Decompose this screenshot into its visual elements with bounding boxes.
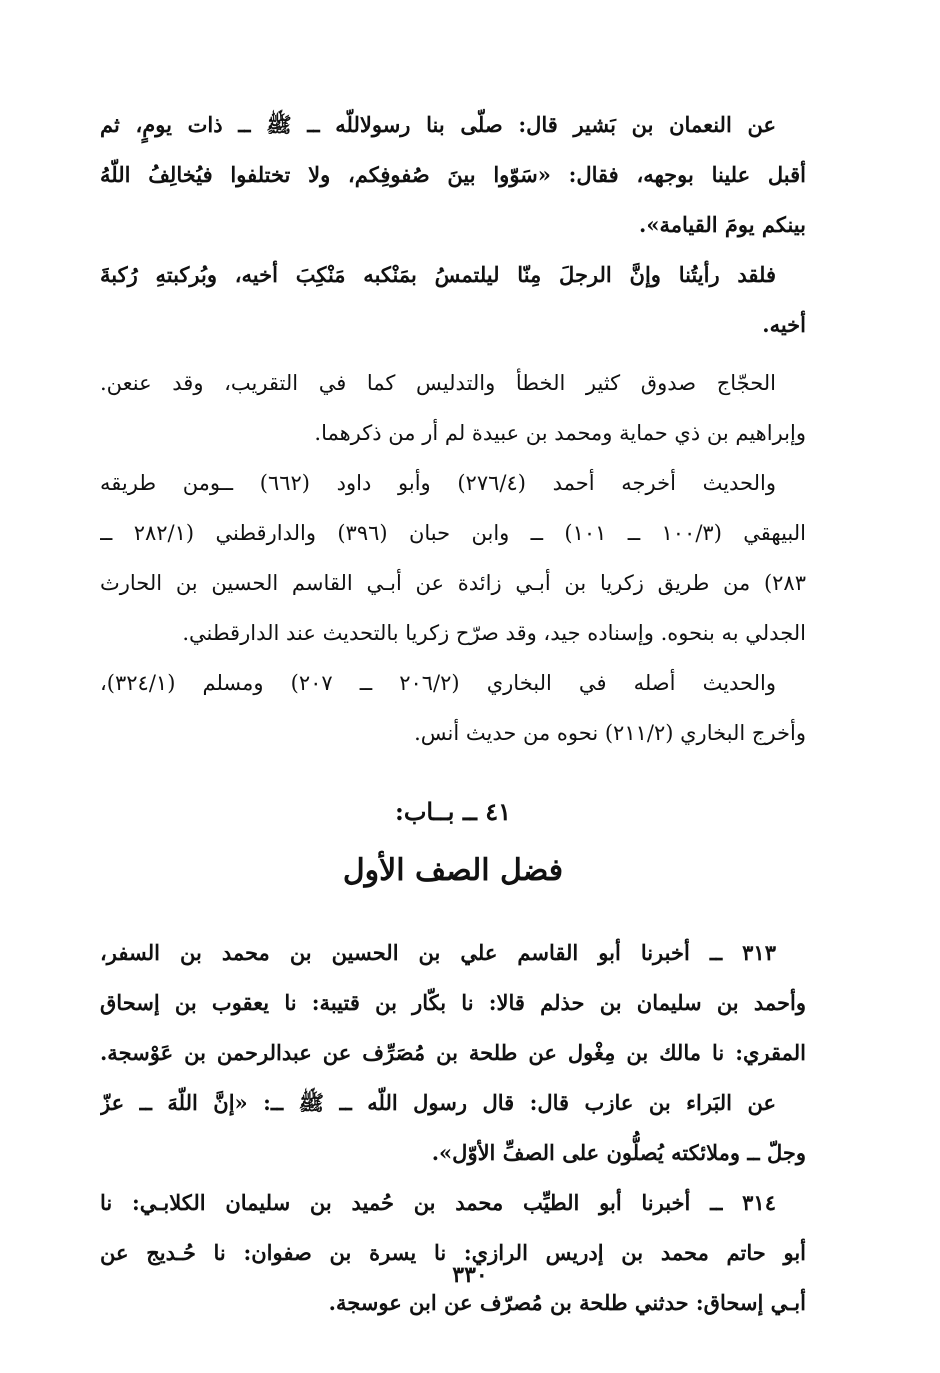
commentary-line: البيهقي (١٠٠/٣ ــ ١٠١) ــ وابن حبان (٣٩٦) والدارقطني (٢٨٢/١ ــ (100, 521, 806, 545)
hadith-line: أخيه. (762, 312, 806, 337)
hadith-314-line: أبو حاتم محمد بن إدريس الرازي: نا يسرة بن صفوان: نا حُـديج عن (100, 1240, 806, 1265)
hadith-313-line: وأحمد بن سليمان بن حذلم قالا: نا بكّار بن قتيبة: نا يعقوب بن إسحاق (100, 990, 806, 1015)
hadith-line: عن النعمان بن بَشير قال: صلّى بنا رسولاللّه ــ ﷺ ــ ذات يومٍ، ثم (100, 112, 776, 137)
commentary-line: الحجّاج صدوق كثير الخطأ والتدليس كما في التقريب، وقد عنعن. (100, 371, 776, 395)
hadith-314-line: أبـي إسحاق: حدثني طلحة بن مُصرّف عن ابن عوسجة. (328, 1290, 806, 1315)
chapter-number: ٤١ ــ بــاب: (394, 797, 512, 826)
commentary-line: والحديث أصله في البخاري (٢٠٦/٢ ــ ٢٠٧) ومسلم (٣٢٤/١)، (100, 671, 776, 695)
commentary-line: الجدلي به بنحوه. وإسناده جيد، وقد صرّح زكريا بالتحديث عند الدارقطني. (182, 621, 806, 645)
page-body (100, 100, 806, 1328)
hadith-line: بينكم يومَ القيامة». (639, 212, 806, 237)
hadith-text-block (100, 100, 806, 350)
hadith-313-line: ٣١٣ ــ أخبرنا أبو القاسم علي بن الحسين بن محمد بن السفر، (100, 940, 776, 965)
commentary-line: وأخرج البخاري (٢١١/٢) نحوه من حديث أنس. (414, 721, 806, 745)
commentary-block (100, 358, 806, 758)
hadith-314-block (100, 1178, 806, 1328)
commentary-line: وإبراهيم بن ذي حماية ومحمد بن عبيدة لم أر من ذكرهما. (314, 421, 806, 445)
commentary-line: ٢٨٣) من طريق زكريا بن أبـي زائدة عن أبـي القاسم الحسين بن الحارث (100, 571, 806, 595)
hadith-line: فلقد رأيتُنا وإنَّ الرجلَ مِنّا ليلتمسُ بمَنْكبه مَنْكِبَ أخيه، وبُركبتهِ رُكبةَ (100, 262, 776, 287)
chapter-title: فضل الصف الأول (342, 853, 564, 888)
page-number: ٣٣٠ (452, 1262, 488, 1288)
hadith-313-block (100, 928, 806, 1178)
hadith-313-line: عن البَراء بن عازب قال: قال رسول اللّه ــ ﷺ ــ: «إنَّ اللّهَ ــ عزّ (100, 1090, 776, 1115)
commentary-line: والحديث أخرجه أحمد (٢٧٦/٤) وأبو داود (٦٦٢) ــومن طريقه (100, 471, 776, 495)
hadith-313-line: المقري: نا مالك بن مِغْول عن طلحة بن مُصَرِّف عن عبدالرحمن بن عَوْسجة. (100, 1040, 806, 1065)
hadith-313-line: وجلّ ــ وملائكته يُصلُّون على الصفِّ الأوّل». (431, 1140, 806, 1165)
hadith-line: أقبل علينا بوجهه، فقال: «سَوّوا بينَ صُفوفِكم، ولا تختلفوا فيُخالِفُ اللّهُ (100, 162, 806, 187)
spacer (100, 350, 806, 358)
hadith-314-line: ٣١٤ ــ أخبرنا أبو الطيِّب محمد بن حُميد بن سليمان الكلابـي: نا (100, 1190, 776, 1215)
